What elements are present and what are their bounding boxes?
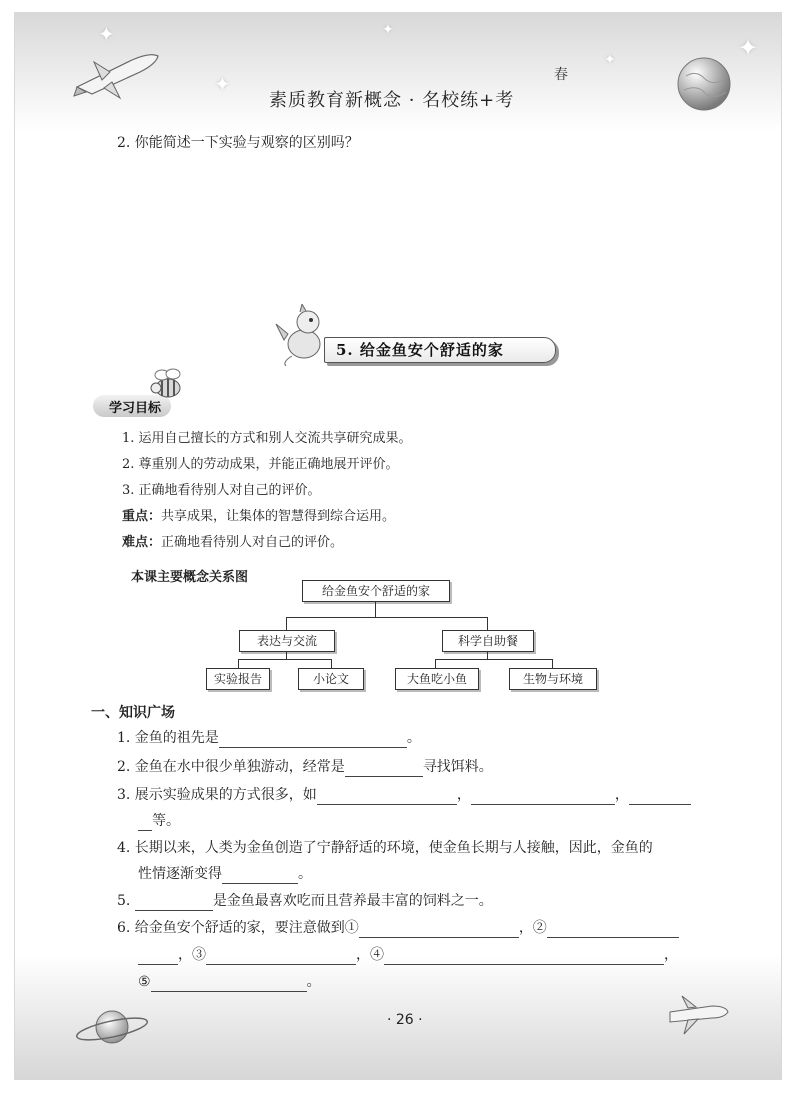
concept-leaf-biology-environment: 生物与环境 [509, 668, 597, 690]
question-text: ，③ [178, 947, 206, 963]
answer-blank[interactable] [135, 896, 213, 911]
answer-blank[interactable] [138, 950, 178, 965]
key-point [122, 505, 395, 524]
answer-blank[interactable] [317, 790, 457, 805]
key-point-label: 重点： [122, 509, 162, 524]
difficulty-point [122, 531, 343, 550]
answer-blank[interactable] [206, 950, 356, 965]
question-text: 等。 [152, 813, 180, 829]
answer-blank[interactable] [629, 790, 691, 805]
question-text: 。 [306, 974, 321, 990]
space-shuttle-icon [72, 42, 162, 102]
star-icon: ✦ [214, 72, 231, 96]
question-text: 。 [406, 730, 421, 746]
answer-blank[interactable] [345, 762, 423, 777]
star-icon: ✦ [98, 22, 115, 46]
answer-blank[interactable] [384, 950, 664, 965]
knowledge-heading: 一、知识广场 [91, 705, 175, 721]
section-title: 5. 给金鱼安个舒适的家 [336, 341, 504, 359]
connector [487, 651, 488, 659]
fill-question-6-cont [138, 945, 678, 965]
connector [487, 617, 488, 630]
fill-question-5 [117, 891, 493, 911]
planet-icon [72, 1002, 152, 1052]
separator: ， [614, 787, 629, 803]
answer-blank[interactable] [471, 790, 615, 805]
space-shuttle-icon [666, 992, 730, 1042]
connector [375, 601, 376, 617]
section-banner [274, 304, 574, 374]
question-text: 1. 金鱼的祖先是 [117, 730, 219, 746]
fill-question-4: 4. 长期以来，人类为金鱼创造了宁静舒适的环境，使金鱼长期与人接触，因此，金鱼的 [117, 840, 653, 856]
question-text: 2. 金鱼在水中很少单独游动，经常是 [117, 759, 345, 775]
difficulty-label: 难点： [122, 535, 162, 550]
difficulty-text: 正确地看待别人对自己的评价。 [161, 535, 344, 550]
question-text: 6. 给金鱼安个舒适的家，要注意做到① [117, 920, 359, 936]
fill-question-2 [117, 757, 493, 777]
separator: ， [456, 787, 471, 803]
concept-branch-expression: 表达与交流 [239, 630, 335, 652]
connector [286, 651, 287, 659]
answer-blank[interactable] [151, 977, 307, 992]
objective-3: 3. 正确地看待别人对自己的评价。 [122, 483, 321, 498]
concept-leaf-essay: 小论文 [298, 668, 364, 690]
concept-leaf-lab-report: 实验报告 [206, 668, 270, 690]
question-text: 性情逐渐变得 [138, 866, 222, 882]
answer-blank[interactable] [222, 869, 298, 884]
question-text: ⑤ [138, 974, 151, 990]
page-number: · 26 · [387, 1012, 423, 1028]
connector [286, 617, 487, 618]
star-icon: ✦ [382, 22, 394, 38]
connector [435, 659, 552, 660]
question-text: 是金鱼最喜欢吃而且营养最丰富的饲料之一。 [212, 893, 493, 909]
worksheet-page [14, 12, 782, 1080]
concept-branch-buffet: 科学自助餐 [442, 630, 534, 652]
fill-question-3-cont [138, 811, 180, 831]
dragon-mascot-icon [274, 304, 330, 366]
question-text: ，④ [356, 947, 384, 963]
connector [331, 659, 332, 668]
concept-leaf-big-fish: 大鱼吃小鱼 [395, 668, 479, 690]
objective-2: 2. 尊重别人的劳动成果，并能正确地展开评价。 [122, 457, 399, 472]
fill-question-6 [117, 918, 679, 938]
question-text: 3. 展示实验成果的方式很多，如 [117, 787, 317, 803]
fill-question-1 [117, 728, 421, 748]
objectives-tag-label: 学习目标 [109, 401, 162, 416]
star-icon: ✦ [738, 34, 759, 62]
answer-blank[interactable] [547, 923, 679, 938]
globe-icon [676, 56, 732, 112]
star-icon: ✦ [604, 52, 616, 68]
key-point-text: 共享成果，让集体的智慧得到综合运用。 [161, 509, 396, 524]
objective-1: 1. 运用自己擅长的方式和别人交流共享研究成果。 [122, 431, 412, 446]
series-title: 素质教育新概念 · 名校练+考 [269, 90, 515, 111]
fill-question-6-cont2 [138, 972, 321, 992]
answer-blank[interactable] [359, 923, 519, 938]
question-2: 2. 你能简述一下实验与观察的区别吗？ [117, 135, 359, 151]
connector [552, 659, 553, 668]
fill-question-4-cont [138, 864, 312, 884]
question-text: 5. [117, 893, 131, 909]
concept-root: 给金鱼安个舒适的家 [302, 580, 450, 602]
concept-map-title: 本课主要概念关系图 [131, 570, 249, 585]
question-text: 寻找饵料。 [422, 759, 493, 775]
connector [435, 659, 436, 668]
answer-blank[interactable] [138, 816, 152, 831]
connector [286, 617, 287, 630]
season-label: 春 [554, 67, 568, 83]
question-text: ，② [518, 920, 547, 936]
question-text: 。 [298, 866, 312, 882]
question-text: ， [664, 947, 678, 963]
connector [238, 659, 239, 668]
answer-blank[interactable] [219, 733, 407, 748]
fill-question-3 [117, 785, 691, 805]
connector [238, 659, 332, 660]
